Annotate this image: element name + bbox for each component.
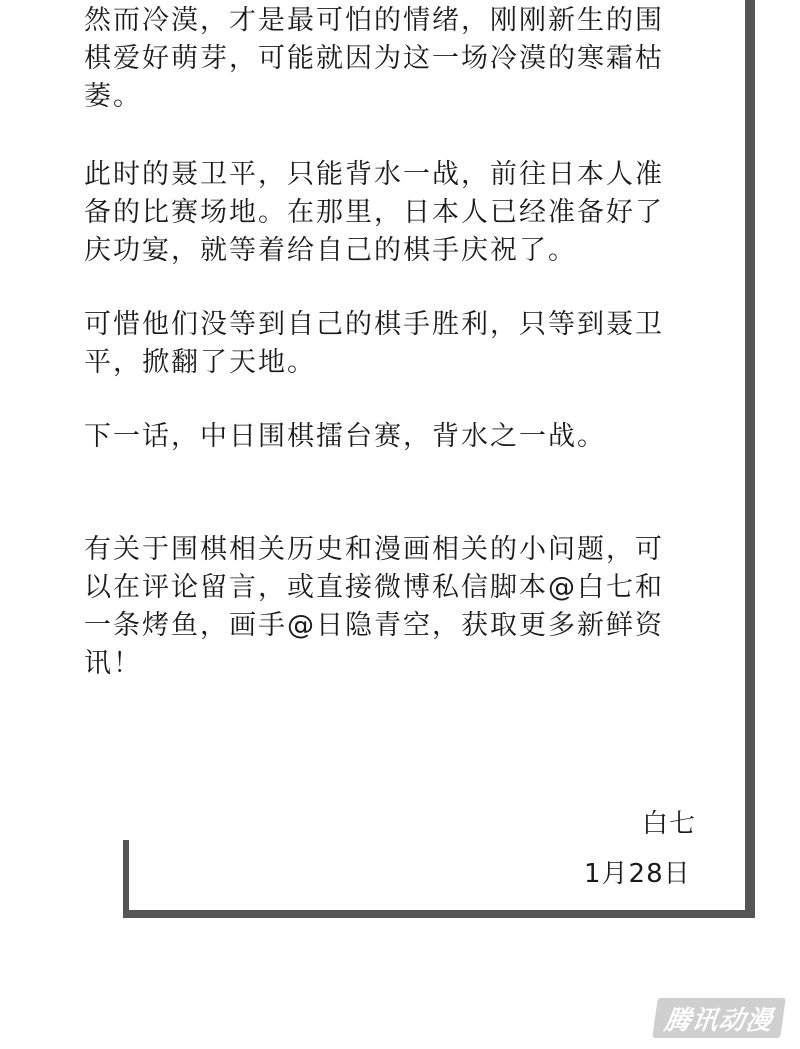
author-signature: 白七 xyxy=(642,809,697,839)
panel-border-bottom xyxy=(123,910,755,918)
panel-border-right xyxy=(745,0,755,918)
panel-border-left xyxy=(123,840,129,918)
watermark-logo xyxy=(652,998,786,1038)
signature-date: 1月28日 xyxy=(584,859,691,889)
paragraph-1: 然而冷漠，才是最可怕的情绪，刚刚新生的围 棋爱好萌芽，可能就因为这一场冷漠的寒霜枯 萎。 xyxy=(84,5,664,112)
paragraph-4: 下一话，中日围棋擂台赛，背水之一战。 xyxy=(84,421,606,452)
watermark-text: 腾讯动漫 xyxy=(662,1005,775,1036)
paragraph-5: 有关于围棋相关历史和漫画相关的小问题，可 以在评论留言，或直接微博私信脚本@白七和 一条烤鱼，画手@日隐青空，获取更多新鲜资 讯！ xyxy=(84,534,664,679)
paragraph-2: 此时的聂卫平，只能背水一战，前往日本人准 备的比赛场地。在那里，日本人已经准备好了 庆功宴，就等着给自己的棋手庆祝了。 xyxy=(84,159,664,266)
paragraph-3: 可惜他们没等到自己的棋手胜利，只等到聂卫 平，掀翻了天地。 xyxy=(84,309,664,378)
